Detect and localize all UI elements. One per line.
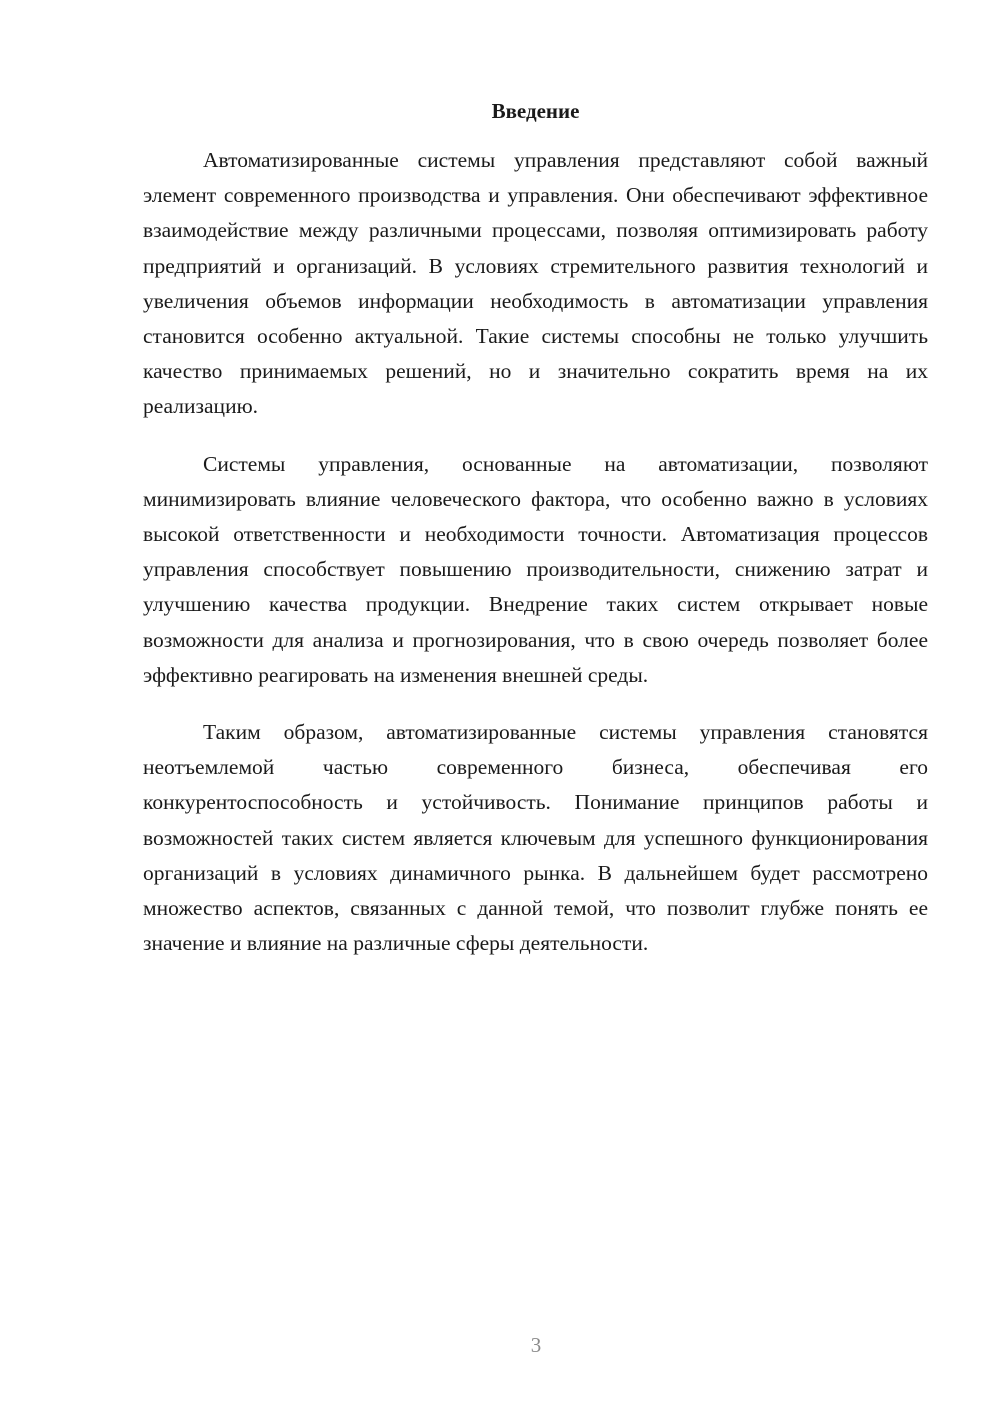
paragraph-3: Таким образом, автоматизированные системы управления становятся неотъемлемой частью современного бизнеса, обеспечивая его конкурентоспособность и устойчивость. Понимание принципов работы и возможностей таких систем является ключевым для успешного функционирования организаций в условиях динамичного рынка. В дальнейшем будет рассмотрено множество аспектов, связанных с данной темой, что позволит глубже понять ее значение и влияние на различные сферы деятельности. (143, 720, 928, 956)
section-heading: Введение (491, 99, 580, 123)
page-content (143, 94, 928, 983)
paragraph-1: Автоматизированные системы управления представляют собой важный элемент современного производства и управления. Они обеспечивают эффективное взаимодействие между различными процессами, позволяя оптимизировать работу предприятий и организаций. В условиях стремительного развития технологий и увеличения объемов информации необходимость в автоматизации управления становится особенно актуальной. Такие системы способны не только улучшить качество принимаемых решений, но и значительно сократить время на их реализацию. (143, 148, 928, 419)
paragraph-2: Системы управления, основанные на автоматизации, позволяют минимизировать влияние человеческого фактора, что особенно важно в условиях высокой ответственности и необходимости точности. Автоматизация процессов управления способствует повышению производительности, снижению затрат и улучшению качества продукции. Внедрение таких систем открывает новые возможности для анализа и прогнозирования, что в свою очередь позволяет более эффективно реагировать на изменения внешней среды. (143, 451, 928, 687)
page-number: 3 (530, 1333, 542, 1357)
